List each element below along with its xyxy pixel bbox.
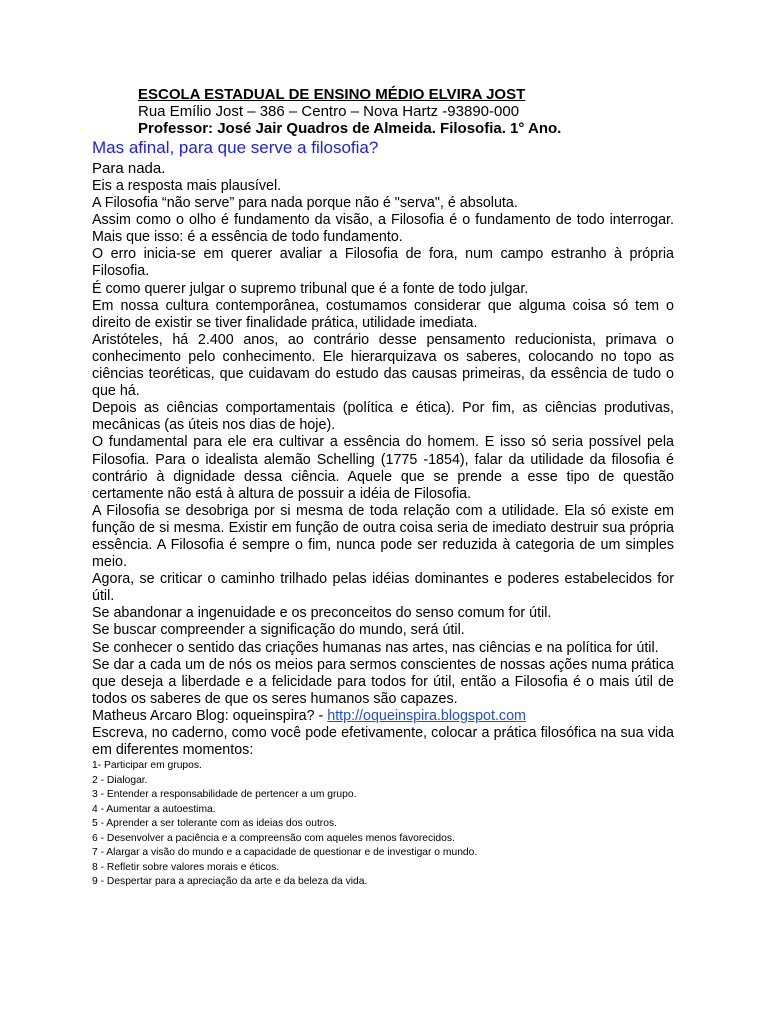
document-body <box>92 160 674 890</box>
credit-line <box>92 708 674 725</box>
paragraph: Aristóteles, há 2.400 anos, ao contrário desse pensamento reducionista, primava o conhecimento pelo conhecimento. Ele hierarquizava os saberes, colocando no topo as ciências teoréticas, que cuidavam do estudo das causas primeiras, da essência de tudo o que há. <box>92 331 674 400</box>
exercise-prompt: Escreva, no caderno, como você pode efetivamente, colocar a prática filosófica na sua vida em diferentes momentos: <box>92 725 674 759</box>
document-title: Mas afinal, para que serve a filosofia? <box>92 138 379 157</box>
blog-link[interactable]: http://oqueinspira.blogspot.com <box>327 707 526 724</box>
paragraph: Se dar a cada um de nós os meios para sermos conscientes de nossas ações numa prática que deseja a liberdade e a felicidade para todos for útil, então a Filosofia é o mais útil de todos os saberes de que os seres humanos são capazes. <box>92 656 674 707</box>
paragraph: A Filosofia “não serve” para nada porque não é "serva", é absoluta. <box>92 195 518 212</box>
paragraph: É como querer julgar o supremo tribunal que é a fonte de todo julgar. <box>92 280 529 297</box>
list-item: 5 - Aprender a ser tolerante com as ideias dos outros. <box>92 818 337 830</box>
paragraph: Em nossa cultura contemporânea, costumamos considerar que alguma coisa só tem o direito de existir se tiver finalidade prática, utilidade imediata. <box>92 297 674 331</box>
list-item: 2 - Dialogar. <box>92 774 148 786</box>
list-item: 7 - Alargar a visão do mundo e a capacidade de questionar e de investigar o mundo. <box>92 847 478 859</box>
list-item: 3 - Entender a responsabilidade de pertencer a um grupo. <box>92 789 357 801</box>
list-item: 8 - Refletir sobre valores morais e éticos. <box>92 861 280 873</box>
list-item: 4 - Aumentar a autoestima. <box>92 803 216 815</box>
paragraph: O erro inicia-se em querer avaliar a Filosofia de fora, num campo estranho à própria Filosofia. <box>92 246 674 280</box>
paragraph: Para nada. <box>92 160 166 177</box>
paragraph: O fundamental para ele era cultivar a essência do homem. E isso só seria possível pela Filosofia. Para o idealista alemão Schelling (1775 -1854), falar da utilidade da filosofia é contrário à dignidade dessa ciência. Aquele que se prende a esse tipo de questão certamente não está à altura de possuir a idéia de Filosofia. <box>92 434 674 502</box>
school-address: Rua Emílio Jost – 386 – Centro – Nova Hartz -93890-000 <box>138 103 520 120</box>
paragraph: Agora, se criticar o caminho trilhado pelas idéias dominantes e poderes estabelecidos for útil. <box>92 571 674 605</box>
paragraph: Se conhecer o sentido das criações humanas nas artes, nas ciências e na política for útil. <box>92 639 659 656</box>
school-name: ESCOLA ESTADUAL DE ENSINO MÉDIO ELVIRA JOST <box>138 86 526 103</box>
paragraph: Se buscar compreender a significação do mundo, será útil. <box>92 622 465 639</box>
paragraph: Eis a resposta mais plausível. <box>92 178 282 194</box>
paragraph: Se abandonar a ingenuidade e os preconceitos do senso comum for útil. <box>92 605 552 622</box>
paragraph: Depois as ciências comportamentais (política e ética). Por fim, as ciências produtivas, mecânicas (as úteis nos dias de hoje). <box>92 400 674 434</box>
paragraph: A Filosofia se desobriga por si mesma de toda relação com a utilidade. Ela só existe em função de si mesma. Existir em função de outra coisa seria de imediato destruir sua própria essência. A Filosofia é sempre o fim, nunca pode ser reduzida à categoria de um simples meio. <box>92 502 674 571</box>
list-item: 1- Participar em grupos. <box>92 760 202 772</box>
list-item: 6 - Desenvolver a paciência e a compreensão com aqueles menos favorecidos. <box>92 832 455 844</box>
credit-text: Matheus Arcaro Blog: oqueinspira? - <box>92 707 328 724</box>
paragraph: Assim como o olho é fundamento da visão, a Filosofia é o fundamento de todo interrogar. Mais que isso: é a essência de todo fundamento. <box>92 212 674 246</box>
professor-line: Professor: José Jair Quadros de Almeida. Filosofia. 1° Ano. <box>138 120 562 137</box>
list-item: 9 - Despertar para a apreciação da arte e da beleza da vida. <box>92 876 368 888</box>
document-header <box>138 86 738 137</box>
practice-list <box>92 759 674 890</box>
